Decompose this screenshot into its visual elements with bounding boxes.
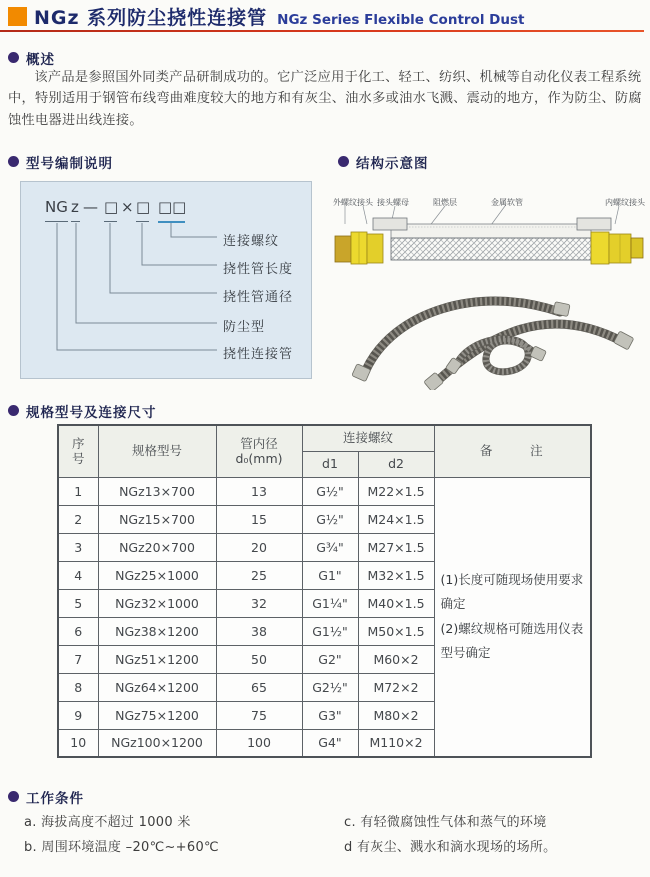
section-title-model-code: 型号编制说明 [26, 156, 113, 172]
cell-d1: G2½" [302, 673, 358, 701]
col-header-d2: d2 [358, 451, 434, 477]
cell-no: 10 [58, 729, 98, 757]
col-header-no: 序号 [58, 425, 98, 477]
structure-label-int-thread: 内螺纹接头 [605, 198, 645, 207]
model-code-diagram [20, 181, 312, 379]
cell-d2: M27×1.5 [358, 533, 434, 561]
overview-paragraph: 该产品是参照国外同类产品研制成功的。它广泛应用于化工、轻工、纺织、机械等自动化仪表工程系统中，特别适用于钢管布线弯曲难度较大的地方和有灰尘、油水多或油水飞溅、震动的地方，作为防尘、防腐蚀性电器进出线连接。 [8, 70, 642, 128]
cell-no: 7 [58, 645, 98, 673]
section-title-overview: 概述 [26, 52, 55, 68]
cell-bore: 32 [216, 589, 302, 617]
working-item-d: d 有灰尘、溅水和滴水现场的场所。 [344, 840, 557, 855]
bullet-icon [8, 791, 19, 802]
code-part-ng: NG [45, 198, 68, 216]
bullet-icon [8, 156, 19, 167]
cell-d2: M80×2 [358, 701, 434, 729]
structure-label-ext-thread: 外螺纹接头 [333, 198, 373, 207]
model-label-length: 挠性管长度 [223, 262, 294, 277]
model-label-dusttype: 防尘型 [223, 320, 266, 335]
code-underline [104, 221, 117, 222]
structure-label-metal-hose: 金属软管 [491, 198, 523, 207]
cell-bore: 38 [216, 617, 302, 645]
col-header-bore-line1: 管内径 [240, 435, 278, 451]
cell-model: NGz15×700 [98, 505, 216, 533]
cell-model: NGz100×1200 [98, 729, 216, 757]
cell-model: NGz20×700 [98, 533, 216, 561]
cell-no: 5 [58, 589, 98, 617]
structure-label-sheath: 阻燃层 [433, 198, 457, 207]
model-label-thread: 连接螺纹 [223, 234, 280, 249]
cell-bore: 15 [216, 505, 302, 533]
code-part-box3: □□ [158, 198, 187, 216]
col-header-model: 规格型号 [98, 425, 216, 477]
cell-d1: G3" [302, 701, 358, 729]
code-part-times: × [121, 198, 134, 216]
cell-model: NGz38×1200 [98, 617, 216, 645]
bullet-icon [8, 405, 19, 416]
cell-model: NGz75×1200 [98, 701, 216, 729]
cell-no: 4 [58, 561, 98, 589]
model-label-diameter: 挠性管通径 [223, 290, 294, 305]
col-header-bore [216, 425, 302, 477]
cell-d2: M22×1.5 [358, 477, 434, 505]
code-part-box2: □ [136, 198, 151, 216]
code-underline [158, 221, 185, 223]
col-header-remark: 备 注 [434, 425, 591, 477]
cell-no: 3 [58, 533, 98, 561]
cell-d2: M24×1.5 [358, 505, 434, 533]
cell-d1: G2" [302, 645, 358, 673]
remark-item-1: (1)长度可随现场使用要求确定 [440, 572, 584, 612]
cell-no: 1 [58, 477, 98, 505]
model-label-tube: 挠性连接管 [223, 347, 294, 362]
working-item-c: c. 有轻微腐蚀性气体和蒸气的环境 [344, 815, 547, 830]
section-title-working: 工作条件 [26, 791, 84, 807]
cell-bore: 65 [216, 673, 302, 701]
code-part-z: z [71, 198, 79, 216]
cell-model: NGz32×1000 [98, 589, 216, 617]
cell-model: NGz51×1200 [98, 645, 216, 673]
cell-d2: M110×2 [358, 729, 434, 757]
code-underline [45, 221, 68, 222]
spec-table [57, 424, 592, 758]
col-header-thread: 连接螺纹 [302, 425, 434, 451]
cell-d2: M40×1.5 [358, 589, 434, 617]
remark-cell [434, 477, 591, 757]
bullet-icon [338, 156, 349, 167]
cell-bore: 13 [216, 477, 302, 505]
brand-square-icon [8, 7, 27, 26]
hose-photo-drawing [338, 272, 643, 390]
code-underline [136, 221, 149, 222]
cell-model: NGz13×700 [98, 477, 216, 505]
cell-d2: M60×2 [358, 645, 434, 673]
cell-d1: G1½" [302, 617, 358, 645]
cell-d1: G½" [302, 477, 358, 505]
cell-bore: 50 [216, 645, 302, 673]
page-header [34, 3, 524, 30]
col-header-bore-line2: d₀(mm) [235, 451, 283, 467]
cell-d2: M50×1.5 [358, 617, 434, 645]
cell-bore: 75 [216, 701, 302, 729]
section-title-spec-table: 规格型号及连接尺寸 [26, 405, 157, 421]
cell-bore: 25 [216, 561, 302, 589]
cell-d1: G1¼" [302, 589, 358, 617]
cell-bore: 100 [216, 729, 302, 757]
header-divider [0, 30, 644, 32]
cell-d1: G¾" [302, 533, 358, 561]
hose-photo [338, 272, 643, 390]
cell-d2: M72×2 [358, 673, 434, 701]
cell-no: 6 [58, 617, 98, 645]
page-title-en: NGz Series Flexible Control Dust [277, 12, 525, 28]
section-title-structure: 结构示意图 [356, 156, 429, 172]
cell-d1: G1" [302, 561, 358, 589]
cell-d1: G4" [302, 729, 358, 757]
code-part-box1: □ [104, 198, 119, 216]
code-part-dash: — [83, 198, 98, 216]
page-title-zh: NGz 系列防尘挠性连接管 [34, 7, 268, 29]
table-row [58, 477, 591, 505]
cell-d1: G½" [302, 505, 358, 533]
cell-no: 2 [58, 505, 98, 533]
code-underline [71, 221, 80, 222]
cell-bore: 20 [216, 533, 302, 561]
structure-diagram [333, 180, 648, 272]
working-item-a: a. 海拔高度不超过 1000 米 [24, 815, 191, 830]
working-item-b: b. 周围环境温度 –20℃~+60℃ [24, 840, 219, 855]
cell-model: NGz64×1200 [98, 673, 216, 701]
structure-diagram-drawing [333, 180, 648, 272]
cell-no: 8 [58, 673, 98, 701]
structure-label-nut: 接头螺母 [377, 198, 409, 207]
cell-d2: M32×1.5 [358, 561, 434, 589]
cell-no: 9 [58, 701, 98, 729]
remark-item-2: (2)螺纹规格可随选用仪表型号确定 [440, 620, 584, 661]
bullet-icon [8, 52, 19, 63]
cell-model: NGz25×1000 [98, 561, 216, 589]
col-header-d1: d1 [302, 451, 358, 477]
